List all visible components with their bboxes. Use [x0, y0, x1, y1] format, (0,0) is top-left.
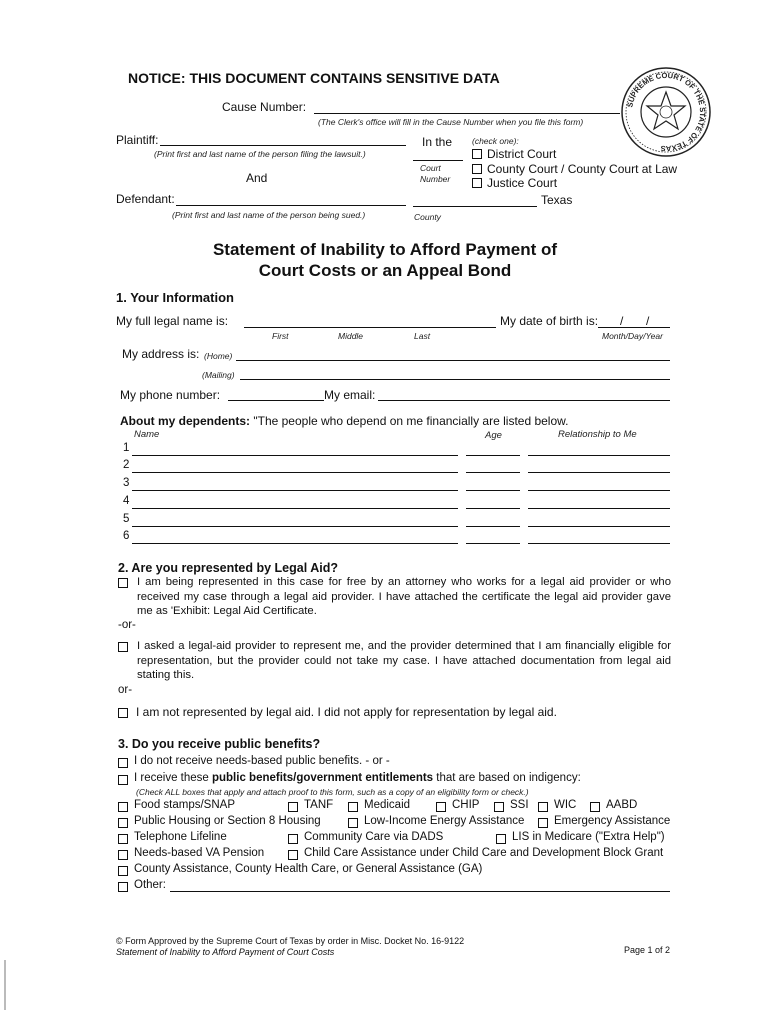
plaintiff-field[interactable]	[160, 145, 406, 146]
other-benefit-label: Other:	[134, 879, 166, 891]
emergency-assistance-checkbox[interactable]	[538, 818, 548, 828]
check-one-note: (check one):	[472, 136, 519, 146]
dependent-age-field[interactable]	[466, 472, 520, 473]
emergency-assistance-label: Emergency Assistance	[554, 815, 671, 827]
dependent-name-field[interactable]	[132, 490, 458, 491]
defendant-label: Defendant:	[116, 192, 175, 206]
ssi-checkbox[interactable]	[494, 802, 504, 812]
no-legal-aid-checkbox[interactable]	[118, 708, 128, 718]
and-label: And	[246, 171, 268, 185]
lis-medicare-label: LIS in Medicare ("Extra Help")	[512, 831, 665, 843]
dependent-name-field[interactable]	[132, 543, 458, 544]
justice-court-label: Justice Court	[487, 176, 558, 190]
community-care-checkbox[interactable]	[288, 834, 298, 844]
title-line1: Statement of Inability to Afford Payment of	[212, 240, 558, 259]
district-court-checkbox[interactable]	[472, 149, 482, 159]
defendant-note: (Print first and last name of the person being sued.)	[172, 210, 366, 220]
dependent-row-number: 3	[123, 477, 130, 489]
legal-aid-declined-text: I asked a legal-aid provider to represent me, and the provider determined that I am financially eligible for representation, but the provider could not take my case. I have attached documentation from legal aid stating this.	[137, 640, 671, 681]
va-pension-label: Needs-based VA Pension	[134, 847, 265, 859]
section3-heading: 3. Do you receive public benefits?	[118, 737, 321, 751]
dependent-age-field[interactable]	[466, 526, 520, 527]
other-benefit-checkbox[interactable]	[118, 882, 128, 892]
footer-approved: © Form Approved by the Supreme Court of Texas by order in Misc. Docket No. 16-9122	[116, 936, 465, 946]
county-court-checkbox[interactable]	[472, 164, 482, 174]
medicaid-checkbox[interactable]	[348, 802, 358, 812]
dependent-age-field[interactable]	[466, 508, 520, 509]
form-page: NOTICE: THIS DOCUMENT CONTAINS SENSITIVE DATA Cause Number: (The Clerk's office will fill in the Cause Number when you file this form) Plaintiff: (Print first and last name of the person filing the lawsuit.) And Defendant: (Print first and last name of the person being sued.) In the (check one): Court Number District Court County Court / County Court at Law Justice Court Texas County SUPREME COURT OF THE STATE OF TEXAS Statement of Inability to Afford Payment of Court Costs or an Appeal Bond 1. Your Information My full legal name is: First Middle Last My date of birth is: / / Month/Day/Year My address is: (Home) (Mailing) My phone number: My email: About my dependents: "The people who depend on me financially are listed below. Name Age Relationship to Me 1 2 3 4 5 6 2. Are you represented by Legal Aid? I am being represented in this case for free by an attorney who works for a legal aid provider or who received my case through a legal aid provider. I have attached the certificate the legal aid provider gave me as 'Exhibit: Legal Aid Certificate. -or- I asked a legal-aid provider to represent me, and the provider determined that I am financially eligible for representation, but the provider could not take my case. I have attached documentation from legal aid stating this. or- I am not represented by legal aid. I did not apply for representation by legal aid. 3. Do you receive public benefits? I do not receive needs-based public benefits. - or - I receive these public benefits/government entitlements that are based on indigency: (Check ALL boxes that apply and attach proof to this form, such as a copy of an eligibility form or check.) Food stamps/SNAP TANF Medicaid CHIP SSI WIC AABD Public Housing or Section 8 Housing Low-Income Energy Assistance Emergency Assistance Telephone Lifeline Community Care via DADS LIS in Medicare ("Extra Help") Needs-based VA Pension Child Care Assistance under Child Care and Development Block Grant County Assistance, County Health Care, or General Assistance (GA) Other: © Form Approved by the Supreme Court of Texas by order in Misc. Docket No. 16-9122 Statement of Inability to Afford Payment of Court Costs Page 1 of 2	[0, 0, 770, 1024]
no-benefits-checkbox[interactable]	[118, 758, 128, 768]
plaintiff-note: (Print first and last name of the person filing the lawsuit.)	[154, 149, 366, 159]
legal-name-field[interactable]	[244, 327, 496, 328]
no-benefits-text: I do not receive needs-based public benefits. - or -	[134, 755, 390, 767]
or-separator-1: -or-	[118, 619, 136, 631]
middle-name-caption: Middle	[338, 331, 364, 341]
dob-format-caption: Month/Day/Year	[602, 331, 663, 341]
lis-medicare-checkbox[interactable]	[496, 834, 506, 844]
texas-label: Texas	[541, 193, 573, 207]
dependent-relationship-field[interactable]	[528, 490, 670, 491]
receive-benefits-checkbox[interactable]	[118, 775, 128, 785]
aabd-label: AABD	[606, 799, 638, 811]
telephone-lifeline-checkbox[interactable]	[118, 834, 128, 844]
dependents-col-age: Age	[485, 430, 502, 441]
tanf-checkbox[interactable]	[288, 802, 298, 812]
wic-checkbox[interactable]	[538, 802, 548, 812]
wic-label: WIC	[554, 799, 577, 811]
dob-label: My date of birth is:	[500, 314, 599, 328]
child-care-checkbox[interactable]	[288, 850, 298, 860]
email-label: My email:	[324, 388, 376, 402]
energy-assistance-label: Low-Income Energy Assistance	[364, 815, 525, 827]
dependent-name-field[interactable]	[132, 508, 458, 509]
public-housing-label: Public Housing or Section 8 Housing	[134, 815, 321, 827]
county-assistance-checkbox[interactable]	[118, 866, 128, 876]
email-field[interactable]	[378, 400, 670, 401]
in-the-label: In the	[422, 135, 453, 149]
dependents-col-name: Name	[134, 429, 160, 440]
home-address-field[interactable]	[236, 360, 670, 361]
child-care-label: Child Care Assistance under Child Care and Development Block Grant	[304, 847, 664, 859]
mailing-caption: (Mailing)	[202, 370, 235, 380]
cause-number-label: Cause Number:	[222, 100, 307, 114]
check-all-note: (Check ALL boxes that apply and attach proof to this form, such as a copy of an eligibility form or check.)	[136, 787, 529, 797]
seal-text: SUPREME COURT OF THE STATE OF TEXAS	[625, 70, 708, 154]
county-assistance-label: County Assistance, County Health Care, or General Assistance (GA)	[134, 863, 483, 875]
cause-number-field[interactable]	[314, 113, 620, 114]
dependent-age-field[interactable]	[466, 543, 520, 544]
dependent-age-field[interactable]	[466, 455, 520, 456]
energy-assistance-checkbox[interactable]	[348, 818, 358, 828]
phone-label: My phone number:	[120, 388, 221, 402]
or-separator-2: or-	[118, 684, 133, 696]
title-line2: Court Costs or an Appeal Bond	[258, 261, 512, 280]
dependent-row-number: 6	[123, 530, 130, 542]
other-benefit-field[interactable]	[170, 891, 670, 892]
ssi-label: SSI	[510, 799, 529, 811]
dependent-name-field[interactable]	[132, 455, 458, 456]
county-field[interactable]	[413, 206, 537, 207]
county-label: County	[414, 212, 441, 222]
tanf-label: TANF	[304, 799, 334, 811]
dependent-row-number: 5	[123, 513, 130, 525]
home-caption: (Home)	[204, 351, 233, 361]
dependent-relationship-field[interactable]	[528, 472, 670, 473]
district-court-label: District Court	[487, 147, 557, 161]
footer-form-title: Statement of Inability to Afford Payment of Court Costs	[116, 947, 335, 957]
dependent-name-field[interactable]	[132, 526, 458, 527]
dependent-name-field[interactable]	[132, 472, 458, 473]
community-care-label: Community Care via DADS	[304, 831, 444, 843]
sensitive-data-notice: NOTICE: THIS DOCUMENT CONTAINS SENSITIVE DATA	[128, 70, 500, 86]
phone-field[interactable]	[228, 400, 324, 401]
dob-field[interactable]	[598, 327, 670, 328]
justice-court-checkbox[interactable]	[472, 178, 482, 188]
county-court-label: County Court / County Court at Law	[487, 162, 678, 176]
plaintiff-label: Plaintiff:	[116, 133, 159, 147]
legal-aid-represented-checkbox[interactable]	[118, 578, 128, 588]
dependent-relationship-field[interactable]	[528, 543, 670, 544]
dependent-relationship-field[interactable]	[528, 526, 670, 527]
medicaid-label: Medicaid	[364, 799, 411, 811]
va-pension-checkbox[interactable]	[118, 850, 128, 860]
legal-aid-represented-text: I am being represented in this case for free by an attorney who works for a legal aid provider or who received my case through a legal aid provider. I have attached the certificate the legal aid provider gave me as 'Exhibit: Legal Aid Certificate.	[137, 576, 671, 617]
dependents-intro: About my dependents: "The people who depend on me financially are listed below.	[120, 414, 569, 428]
court-number-label: Court Number	[420, 163, 451, 184]
legal-name-label: My full legal name is:	[116, 314, 229, 328]
aabd-checkbox[interactable]	[590, 802, 600, 812]
food-stamps-label: Food stamps/SNAP	[134, 799, 235, 811]
legal-aid-declined-checkbox[interactable]	[118, 642, 128, 652]
dependent-relationship-field[interactable]	[528, 455, 670, 456]
dependent-row-number: 4	[123, 495, 130, 507]
section1-heading: 1. Your Information	[116, 290, 234, 305]
svg-text:SUPREME COURT OF THE STATE OF	[625, 71, 707, 153]
cause-number-note: (The Clerk's office will fill in the Cause Number when you file this form)	[318, 117, 584, 127]
last-name-caption: Last	[414, 331, 431, 341]
first-name-caption: First	[272, 331, 289, 341]
public-housing-checkbox[interactable]	[118, 818, 128, 828]
chip-checkbox[interactable]	[436, 802, 446, 812]
dependent-row-number: 2	[123, 459, 130, 471]
footer-page-number: Page 1 of 2	[624, 945, 671, 955]
dependent-row-number: 1	[123, 442, 130, 454]
address-label: My address is:	[122, 347, 200, 361]
defendant-field[interactable]	[176, 205, 406, 206]
chip-label: CHIP	[452, 799, 480, 811]
court-number-field[interactable]	[413, 160, 463, 161]
mailing-address-field[interactable]	[240, 379, 670, 380]
receive-benefits-text: I receive these public benefits/government entitlements that are based on indigency:	[134, 772, 581, 784]
no-legal-aid-text: I am not represented by legal aid. I did not apply for representation by legal aid.	[136, 705, 557, 719]
food-stamps-checkbox[interactable]	[118, 802, 128, 812]
supreme-court-seal-icon	[620, 66, 712, 158]
dependents-col-relationship: Relationship to Me	[558, 429, 637, 440]
telephone-lifeline-label: Telephone Lifeline	[134, 831, 227, 843]
dependent-relationship-field[interactable]	[528, 508, 670, 509]
scan-edge-mark	[4, 960, 6, 1010]
dependent-age-field[interactable]	[466, 490, 520, 491]
section2-heading: 2. Are you represented by Legal Aid?	[118, 561, 338, 575]
